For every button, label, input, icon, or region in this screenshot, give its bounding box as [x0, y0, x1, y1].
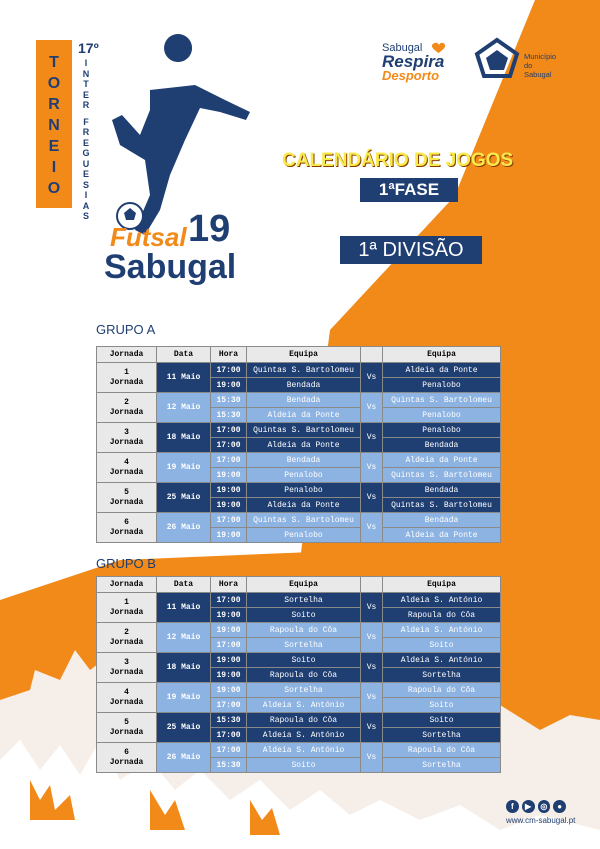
date-cell: 11 Maio	[157, 593, 211, 623]
column-header-equipa: Equipa	[247, 577, 361, 593]
vs-cell: Vs	[361, 453, 383, 483]
time-cell: 15:30	[211, 758, 247, 773]
column-header-equipa-away: Equipa	[383, 577, 501, 593]
jornada-label: Jornada	[109, 637, 144, 647]
away-team-cell: Rapoula do Côa	[383, 683, 501, 698]
jornada-number: 1	[124, 597, 129, 607]
respira-desporto-respira: Respira	[382, 52, 445, 71]
time-cell: 19:00	[211, 623, 247, 638]
away-team-cell: Rapoula do Côa	[383, 608, 501, 623]
municipio-text: Município do Sabugal	[524, 52, 557, 79]
home-team-cell: Aldeia S. António	[247, 743, 361, 758]
jornada-number: 3	[124, 427, 129, 437]
jornada-label: Jornada	[109, 607, 144, 617]
away-team-cell: Aldeia S. António	[383, 623, 501, 638]
time-cell: 19:00	[211, 528, 247, 543]
home-team-cell: Penalobo	[247, 483, 361, 498]
time-cell: 19:00	[211, 483, 247, 498]
date-cell: 12 Maio	[157, 623, 211, 653]
vs-cell: Vs	[361, 593, 383, 623]
time-cell: 19:00	[211, 468, 247, 483]
table-row	[97, 513, 501, 528]
division-title: 1ª DIVISÃO	[340, 236, 482, 264]
away-team-cell: Aldeia da Ponte	[383, 363, 501, 378]
letter: E	[48, 138, 60, 155]
home-team-cell: Sortelha	[247, 638, 361, 653]
table-row	[97, 593, 501, 608]
jornada-cell	[97, 653, 157, 683]
time-cell: 17:00	[211, 453, 247, 468]
jornada-cell	[97, 623, 157, 653]
date-cell: 26 Maio	[157, 743, 211, 773]
vs-cell: Vs	[361, 713, 383, 743]
column-header-jornada: Jornada	[97, 577, 157, 593]
vs-cell: Vs	[361, 483, 383, 513]
jornada-label: Jornada	[109, 697, 144, 707]
column-header-equipa: Equipa	[247, 347, 361, 363]
jornada-cell	[97, 453, 157, 483]
vs-cell: Vs	[361, 683, 383, 713]
vs-cell: Vs	[361, 363, 383, 393]
table-row	[97, 363, 501, 378]
year-logo-text: 19	[188, 208, 231, 250]
away-team-cell: Aldeia S. António	[383, 653, 501, 668]
time-cell: 19:00	[211, 378, 247, 393]
time-cell: 17:00	[211, 363, 247, 378]
table-row	[97, 743, 501, 758]
facebook-icon[interactable]: f	[506, 800, 519, 813]
away-team-cell: Aldeia S. António	[383, 593, 501, 608]
time-cell: 17:00	[211, 513, 247, 528]
table-row	[97, 483, 501, 498]
away-team-cell: Soito	[383, 638, 501, 653]
column-header-hora: Hora	[211, 577, 247, 593]
home-team-cell: Soito	[247, 608, 361, 623]
jornada-cell	[97, 423, 157, 453]
home-team-cell: Bendada	[247, 393, 361, 408]
away-team-cell: Bendada	[383, 483, 501, 498]
date-cell: 25 Maio	[157, 483, 211, 513]
jornada-cell	[97, 683, 157, 713]
jornada-cell	[97, 363, 157, 393]
website-link[interactable]: www.cm-sabugal.pt	[506, 816, 576, 825]
sabugal-logo-text: Sabugal	[104, 248, 237, 286]
letter: R	[48, 96, 60, 113]
vs-cell: Vs	[361, 623, 383, 653]
vs-cell: Vs	[361, 513, 383, 543]
away-team-cell: Aldeia da Ponte	[383, 453, 501, 468]
jornada-label: Jornada	[109, 757, 144, 767]
jornada-number: 5	[124, 717, 129, 727]
away-team-cell: Sortelha	[383, 668, 501, 683]
away-team-cell: Quintas S. Bartolomeu	[383, 393, 501, 408]
jornada-label: Jornada	[109, 467, 144, 477]
home-team-cell: Quintas S. Bartolomeu	[247, 513, 361, 528]
flickr-icon[interactable]: ●	[553, 800, 566, 813]
column-header-vs	[361, 577, 383, 593]
table-row	[97, 713, 501, 728]
home-team-cell: Quintas S. Bartolomeu	[247, 423, 361, 438]
date-cell: 19 Maio	[157, 453, 211, 483]
youtube-icon[interactable]: ▶	[522, 800, 535, 813]
table-header-row	[97, 347, 501, 363]
vs-cell: Vs	[361, 743, 383, 773]
table-row	[97, 393, 501, 408]
time-cell: 19:00	[211, 498, 247, 513]
away-team-cell: Sortelha	[383, 758, 501, 773]
column-header-data: Data	[157, 577, 211, 593]
column-header-jornada: Jornada	[97, 347, 157, 363]
table-row	[97, 623, 501, 638]
date-cell: 26 Maio	[157, 513, 211, 543]
away-team-cell: Soito	[383, 713, 501, 728]
home-team-cell: Aldeia da Ponte	[247, 498, 361, 513]
instagram-icon[interactable]: ◎	[538, 800, 551, 813]
home-team-cell: Bendada	[247, 378, 361, 393]
table-row	[97, 683, 501, 698]
jornada-number: 4	[124, 457, 129, 467]
time-cell: 17:00	[211, 438, 247, 453]
home-team-cell: Soito	[247, 653, 361, 668]
date-cell: 25 Maio	[157, 713, 211, 743]
time-cell: 17:00	[211, 698, 247, 713]
date-cell: 12 Maio	[157, 393, 211, 423]
letter: I	[51, 159, 57, 176]
jornada-number: 1	[124, 367, 129, 377]
time-cell: 17:00	[211, 423, 247, 438]
home-team-cell: Rapoula do Côa	[247, 623, 361, 638]
home-team-cell: Sortelha	[247, 593, 361, 608]
home-team-cell: Soito	[247, 758, 361, 773]
home-team-cell: Penalobo	[247, 468, 361, 483]
jornada-number: 6	[124, 517, 129, 527]
away-team-cell: Penalobo	[383, 378, 501, 393]
time-cell: 19:00	[211, 608, 247, 623]
time-cell: 17:00	[211, 743, 247, 758]
jornada-label: Jornada	[109, 407, 144, 417]
time-cell: 17:00	[211, 638, 247, 653]
home-team-cell: Aldeia da Ponte	[247, 438, 361, 453]
time-cell: 15:30	[211, 393, 247, 408]
jornada-label: Jornada	[109, 437, 144, 447]
home-team-cell: Quintas S. Bartolomeu	[247, 363, 361, 378]
table-row	[97, 423, 501, 438]
letter: N	[48, 117, 60, 134]
time-cell: 17:00	[211, 728, 247, 743]
home-team-cell: Aldeia da Ponte	[247, 408, 361, 423]
home-team-cell: Sortelha	[247, 683, 361, 698]
time-cell: 19:00	[211, 683, 247, 698]
home-team-cell: Rapoula do Côa	[247, 668, 361, 683]
jornada-cell	[97, 713, 157, 743]
away-team-cell: Soito	[383, 698, 501, 713]
date-cell: 18 Maio	[157, 653, 211, 683]
away-team-cell: Quintas S. Bartolomeu	[383, 498, 501, 513]
away-team-cell: Bendada	[383, 438, 501, 453]
date-cell: 11 Maio	[157, 363, 211, 393]
respira-desporto-sabugal: Sabugal	[382, 42, 423, 54]
time-cell: 19:00	[211, 653, 247, 668]
jornada-label: Jornada	[109, 377, 144, 387]
home-team-cell: Aldeia S. António	[247, 728, 361, 743]
table-header-row	[97, 577, 501, 593]
home-team-cell: Aldeia S. António	[247, 698, 361, 713]
jornada-label: Jornada	[109, 497, 144, 507]
table-row	[97, 453, 501, 468]
inter-freguesias-letters: I N T E R F R E G U E S I A S	[82, 58, 90, 221]
edition-number: 17º	[78, 40, 99, 56]
table-row	[97, 653, 501, 668]
time-cell: 15:30	[211, 408, 247, 423]
time-cell: 19:00	[211, 668, 247, 683]
date-cell: 19 Maio	[157, 683, 211, 713]
vs-cell: Vs	[361, 393, 383, 423]
torneio-letters	[36, 52, 72, 199]
calendar-title: CALENDÁRIO DE JOGOS	[282, 150, 514, 171]
column-header-data: Data	[157, 347, 211, 363]
time-cell: 17:00	[211, 593, 247, 608]
respira-desporto-desporto: Desporto	[382, 68, 440, 83]
away-team-cell: Quintas S. Bartolomeu	[383, 468, 501, 483]
jornada-label: Jornada	[109, 527, 144, 537]
group-title: GRUPO B	[96, 556, 156, 571]
jornada-cell	[97, 483, 157, 513]
vs-cell: Vs	[361, 423, 383, 453]
jornada-label: Jornada	[109, 667, 144, 677]
away-team-cell: Rapoula do Côa	[383, 743, 501, 758]
away-team-cell: Penalobo	[383, 423, 501, 438]
jornada-cell	[97, 593, 157, 623]
letter: O	[47, 180, 61, 197]
vs-cell: Vs	[361, 653, 383, 683]
home-team-cell: Rapoula do Côa	[247, 713, 361, 728]
jornada-number: 4	[124, 687, 129, 697]
away-team-cell: Sortelha	[383, 728, 501, 743]
futsal-logo-text: Futsal	[110, 222, 187, 252]
date-cell: 18 Maio	[157, 423, 211, 453]
social-icons	[506, 800, 566, 814]
column-header-hora: Hora	[211, 347, 247, 363]
jornada-cell	[97, 743, 157, 773]
schedule-table	[96, 346, 501, 543]
jornada-cell	[97, 513, 157, 543]
away-team-cell: Penalobo	[383, 408, 501, 423]
jornada-number: 2	[124, 397, 129, 407]
jornada-number: 2	[124, 627, 129, 637]
jornada-number: 5	[124, 487, 129, 497]
schedule-table	[96, 576, 501, 773]
letter: T	[49, 54, 59, 71]
jornada-label: Jornada	[109, 727, 144, 737]
column-header-vs	[361, 347, 383, 363]
home-team-cell: Penalobo	[247, 528, 361, 543]
group-title: GRUPO A	[96, 322, 156, 337]
home-team-cell: Bendada	[247, 453, 361, 468]
jornada-cell	[97, 393, 157, 423]
phase-title: 1ªFASE	[360, 178, 458, 202]
time-cell: 15:30	[211, 713, 247, 728]
jornada-number: 6	[124, 747, 129, 757]
letter: O	[47, 75, 61, 92]
away-team-cell: Aldeia da Ponte	[383, 528, 501, 543]
jornada-number: 3	[124, 657, 129, 667]
column-header-equipa-away: Equipa	[383, 347, 501, 363]
away-team-cell: Bendada	[383, 513, 501, 528]
